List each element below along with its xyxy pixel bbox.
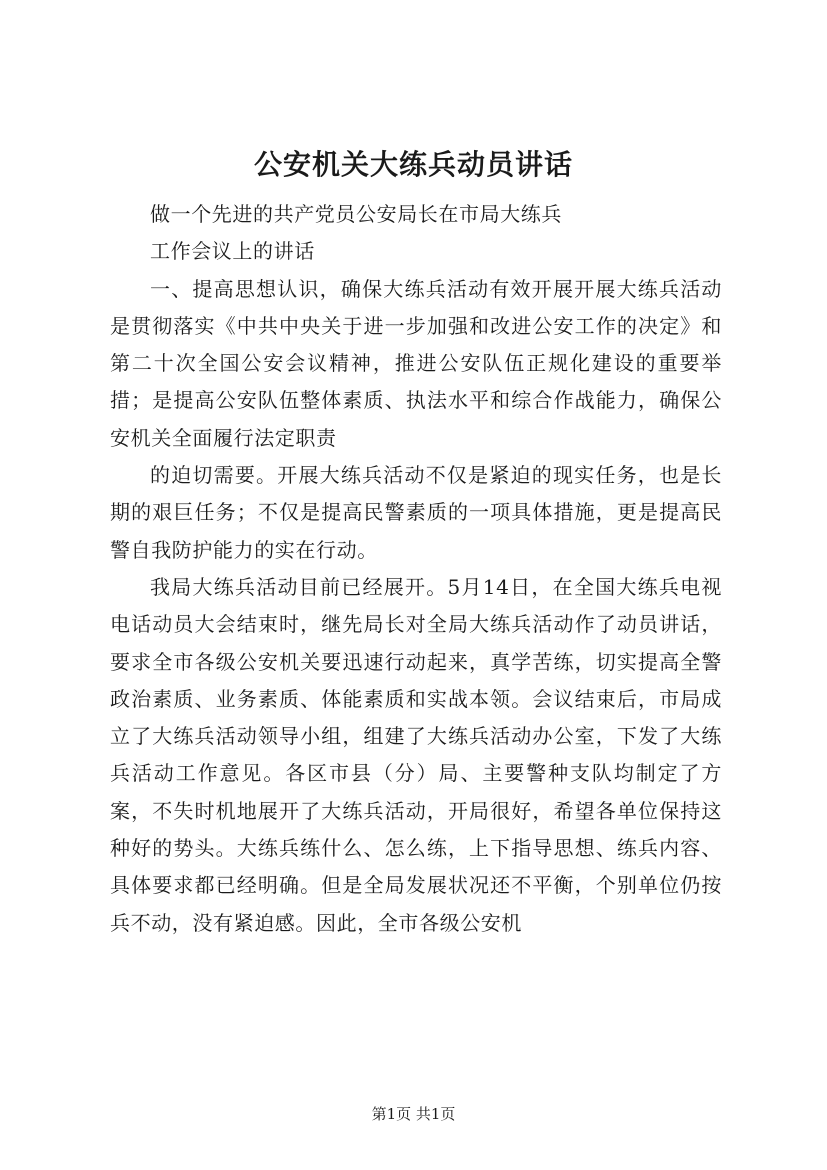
paragraph: 的迫切需要。开展大练兵活动不仅是紧迫的现实任务，也是长期的艰巨任务；不仅是提高民警素质的一项具体措施，更是提高民警自我防护能力的实在行动。 — [110, 463, 722, 562]
document-body — [110, 196, 722, 942]
document-title: 公安机关大练兵动员讲话 — [253, 148, 573, 181]
paragraph: 做一个先进的共产党员公安局长在市局大练兵 — [150, 202, 562, 226]
paragraph: 一、提高思想认识，确保大练兵活动有效开展开展大练兵活动是贯彻落实《中共中央关于进一步加强和改进公安工作的决定》和第二十次全国公安会议精神，推进公安队伍正规化建设的重要举措；是提高公安队伍整体素质、执法水平和综合作战能力，确保公安机关全面履行法定职责 — [110, 276, 722, 450]
paragraph: 我局大练兵活动目前已经展开。5月14日，在全国大练兵电视电话动员大会结束时，继先局长对全局大练兵活动作了动员讲话，要求全市各级公安机关要迅速行动起来，真学苦练，切实提高全警政治素质、业务素质、体能素质和实战本领。会议结束后，市局成立了大练兵活动领导小组，组建了大练兵活动办公室，下发了大练兵活动工作意见。各区市县（分）局、主要警种支队均制定了方案，不失时机地展开了大练兵活动，开局很好，希望各单位保持这种好的势头。大练兵练什么、怎么练，上下指导思想、练兵内容、具体要求都已经明确。但是全局发展状况还不平衡，个别单位仍按兵不动，没有紧迫感。因此，全市各级公安机 — [110, 574, 722, 935]
page-footer: 第1页 共1页 — [371, 1105, 456, 1123]
paragraph: 工作会议上的讲话 — [150, 239, 315, 264]
